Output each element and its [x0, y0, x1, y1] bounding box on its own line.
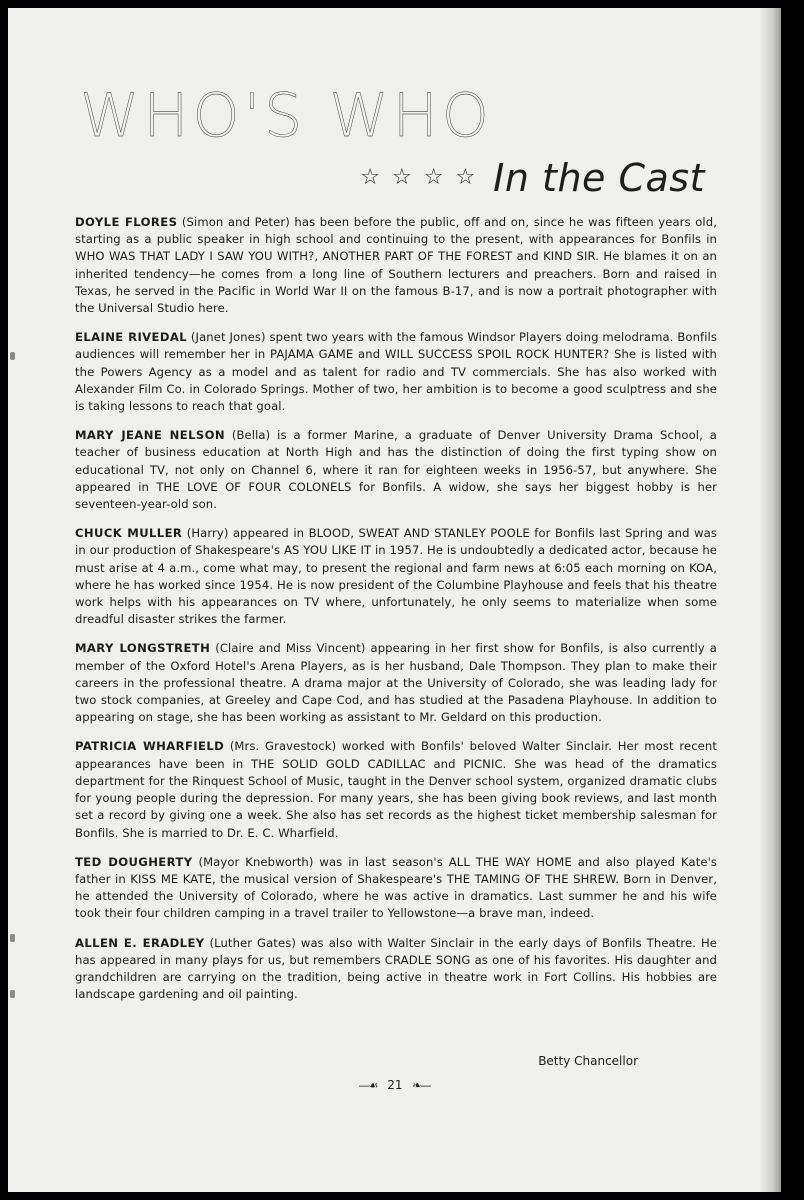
star-icon: ☆	[391, 165, 412, 190]
cast-name: PATRICIA WHARFIELD	[75, 739, 225, 754]
margin-mark	[10, 352, 15, 360]
cast-name: MARY JEANE NELSON	[75, 428, 225, 443]
cast-bio-text: (Luther Gates) was also with Walter Sinclair in the early days of Bonfils Theatre. He has appeared in many plays for us, but remembers CRADLE SONG as one of his favorites. His daughter and grandchildren are carrying on the tradition, being active in theatre work in Fort Collins. His hobbies are landscape gardening and oil painting.	[75, 935, 717, 1002]
ornament-left-icon: —☙	[358, 1079, 378, 1092]
cast-bio-text: (Janet Jones) spent two years with the famous Windsor Players doing melodrama. Bonfils audiences will remember her in PAJAMA GAME and WILL SUCCESS SPOIL ROCK HUNTER? She is listed with the Powers Agency as a model and as talent for radio and TV commercials. She has also worked with Alexander Film Co. in Colorado Springs. Mother of two, her ambition is to become a good sculptress and she is taking lessons to reach that goal.	[75, 330, 717, 414]
page-footer	[8, 1078, 781, 1092]
cast-bio-text: (Mayor Knebworth) was in last season's ALL THE WAY HOME and also played Kate's father in KISS ME KATE, the musical version of Shakespeare's THE TAMING OF THE SHREW. Born in Denver, he attended the University of Colorado, where he was active in dramatics. Last summer he and his wife took their four children camping in a travel trailer to Yellowstone—a brave man, indeed.	[75, 854, 717, 921]
program-page	[8, 8, 781, 1192]
cast-name: TED DOUGHERTY	[75, 854, 193, 869]
margin-mark	[10, 990, 15, 998]
cast-name: MARY LONGSTRETH	[75, 641, 211, 656]
cast-bio-text: (Bella) is a former Marine, a graduate of Denver University Drama School, a teacher of business education at North High and has the distinction of doing the first typing show on educational TV, not only on Channel 6, where it ran for eighteen weeks in 1956-57, but anywhere. She appeared in THE LOVE OF FOUR COLONELS for Bonfils. A widow, she says her biggest hobby is her seventeen-year-old son.	[75, 428, 717, 512]
cast-bio	[75, 738, 717, 841]
cast-bio	[75, 427, 717, 513]
cast-bio-text: (Claire and Miss Vincent) appearing in her first show for Bonfils, is also currently a member of the Oxford Hotel's Arena Players, as is her husband, Dale Thompson. They plan to make their careers in the professional theatre. A drama major at the University of Colorado, she was leading lady for two stock companies, at Greeley and Cape Cod, and has studied at the Pasadena Playhouse. In addition to appearing on stage, she has been working as assistant to Mr. Geldard on this production.	[75, 641, 717, 725]
page-number: 21	[387, 1078, 403, 1092]
cast-bio	[75, 525, 717, 628]
cast-bio	[75, 640, 717, 726]
cast-bio	[75, 935, 717, 1004]
star-icon: ☆	[455, 165, 476, 190]
cast-bio-list	[75, 214, 717, 1015]
cast-bio-text: (Harry) appeared in BLOOD, SWEAT AND STANLEY POOLE for Bonfils last Spring and was in our production of Shakespeare's AS YOU LIKE IT in 1957. He is undoubtedly a dedicated actor, because he must arise at 4 a.m., come what may, to present the regional and farm news at 6:05 each morning on KOA, where he has worked since 1954. He is now president of the Columbine Playhouse and feels that his theatre work helps with his appearances on TV where, unfortunately, he only seems to materialize when some dreadful disaster strikes the farmer.	[75, 526, 717, 627]
page-spine-shadow	[759, 8, 781, 1192]
cast-bio-text: (Simon and Peter) has been before the public, off and on, since he was fifteen years old, starting as a public speaker in high school and continuing to the present, with appearances for Bonfils in WHO WAS THAT LADY I SAW YOU WITH?, ANOTHER PART OF THE FOREST and KIND SIR. He blames it on an inherited tendency—he comes from a long line of Southern lecturers and preachers. Born and raised in Texas, he served in the Pacific in World War II on the famous B-17, and is now a portrait photographer with the Universal Studio here.	[75, 215, 717, 316]
ornament-right-icon: ❧—	[412, 1079, 431, 1092]
cast-bio-text: (Mrs. Gravestock) worked with Bonfils' beloved Walter Sinclair. Her most recent appearances have been in THE SOLID GOLD CADILLAC and PICNIC. She was head of the dramatics department for the Rinquest School of Music, taught in the Denver school system, organized dramatic clubs for young people during the depression. For many years, she has been giving book reviews, and last month set a record by giving one a week. She also has set records as the highest ticket membership salesman for Bonfils. She is married to Dr. E. C. Wharfield.	[75, 739, 717, 840]
cast-bio	[75, 854, 717, 923]
cast-bio	[75, 329, 717, 415]
subtitle-row	[360, 156, 705, 200]
margin-mark	[10, 934, 15, 942]
cast-name: ELAINE RIVEDAL	[75, 330, 188, 345]
cast-name: ALLEN E. ERADLEY	[75, 935, 205, 950]
cast-name: CHUCK MULLER	[75, 526, 183, 541]
cast-name: DOYLE FLORES	[75, 215, 178, 229]
cast-bio	[75, 214, 717, 317]
page-subtitle: In the Cast	[493, 156, 705, 200]
star-icon: ☆	[360, 165, 380, 190]
star-icon: ☆	[423, 165, 444, 190]
author-signature: Betty Chancellor	[538, 1054, 638, 1068]
page-title: WHO'S WHO	[80, 81, 493, 151]
